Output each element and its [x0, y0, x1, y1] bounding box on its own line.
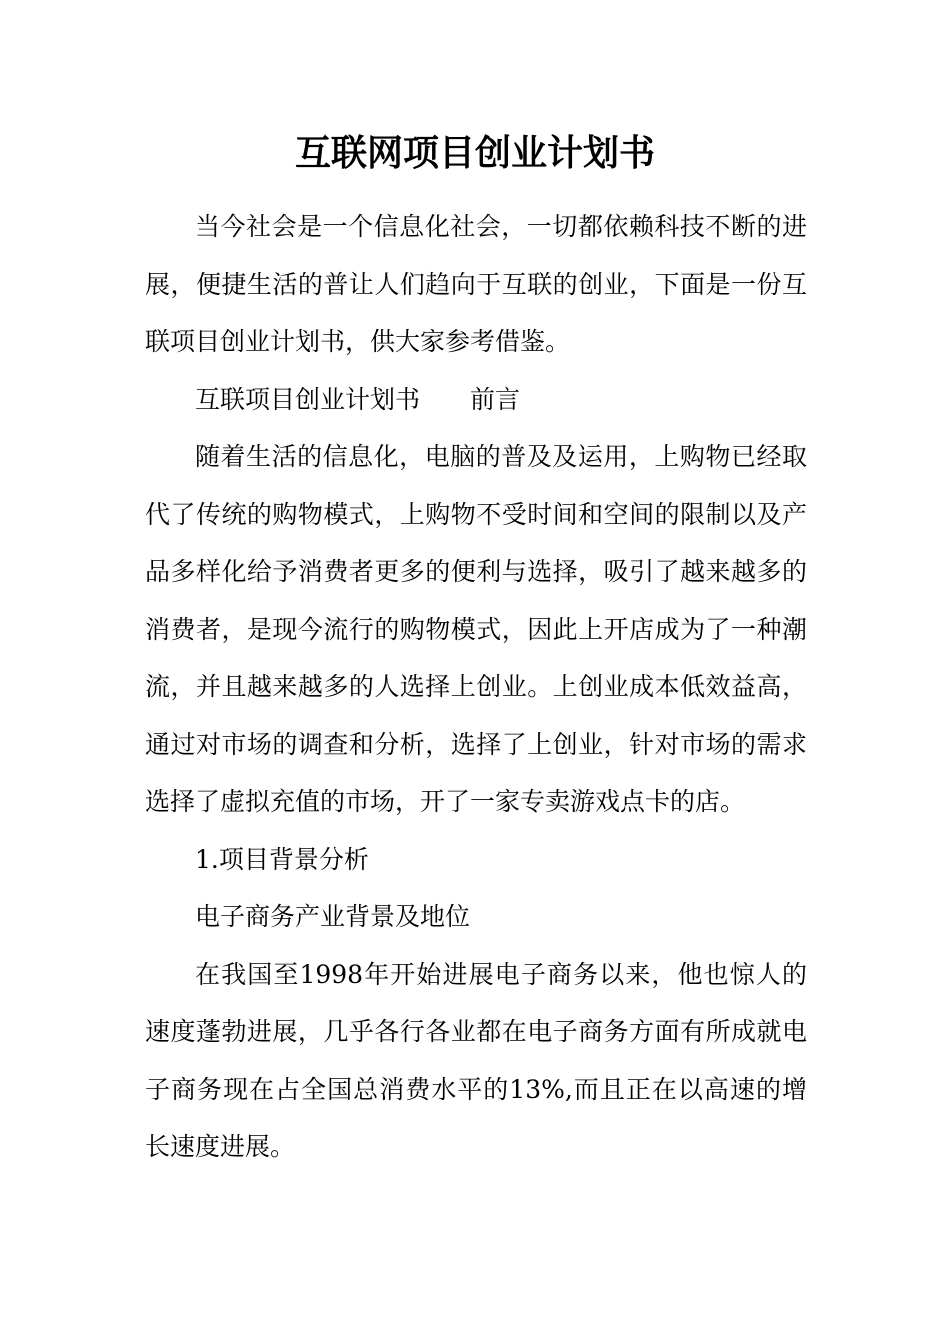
point1-heading: 1.项目背景分析	[195, 844, 369, 874]
section-heading-preface: 前言	[470, 384, 521, 414]
section-heading	[145, 371, 807, 429]
intro-paragraph: 当今社会是一个信息化社会，一切都依赖科技不断的进展，便捷生活的普让人们趋向于互联的创业，下面是一份互联项目创业计划书，供大家参考借鉴。	[145, 212, 807, 356]
section-heading-title: 互联项目创业计划书	[195, 384, 421, 414]
preface-paragraph: 随着生活的信息化，电脑的普及及运用，上购物已经取代了传统的购物模式，上购物不受时间和空间的限制以及产品多样化给予消费者更多的便利与选择，吸引了越来越多的消费者，是现今流行的购物模式，因此上开店成为了一种潮流，并且越来越多的人选择上创业。上创业成本低效益高，通过对市场的调查和分析，选择了上创业，针对市场的需求选择了虚拟充值的市场，开了一家专卖游戏点卡的店。	[145, 442, 807, 816]
document-title: 互联网项目创业计划书	[294, 132, 655, 174]
point1-subheading: 电子商务产业背景及地位	[195, 902, 471, 931]
document-body	[145, 198, 807, 1176]
point1-paragraph: 在我国至1998年开始进展电子商务以来，他也惊人的速度蓬勃进展，几乎各行各业都在电子商务方面有所成就电子商务现在占全国总消费水平的13%,而且正在以高速的增长速度进展。	[145, 959, 807, 1161]
